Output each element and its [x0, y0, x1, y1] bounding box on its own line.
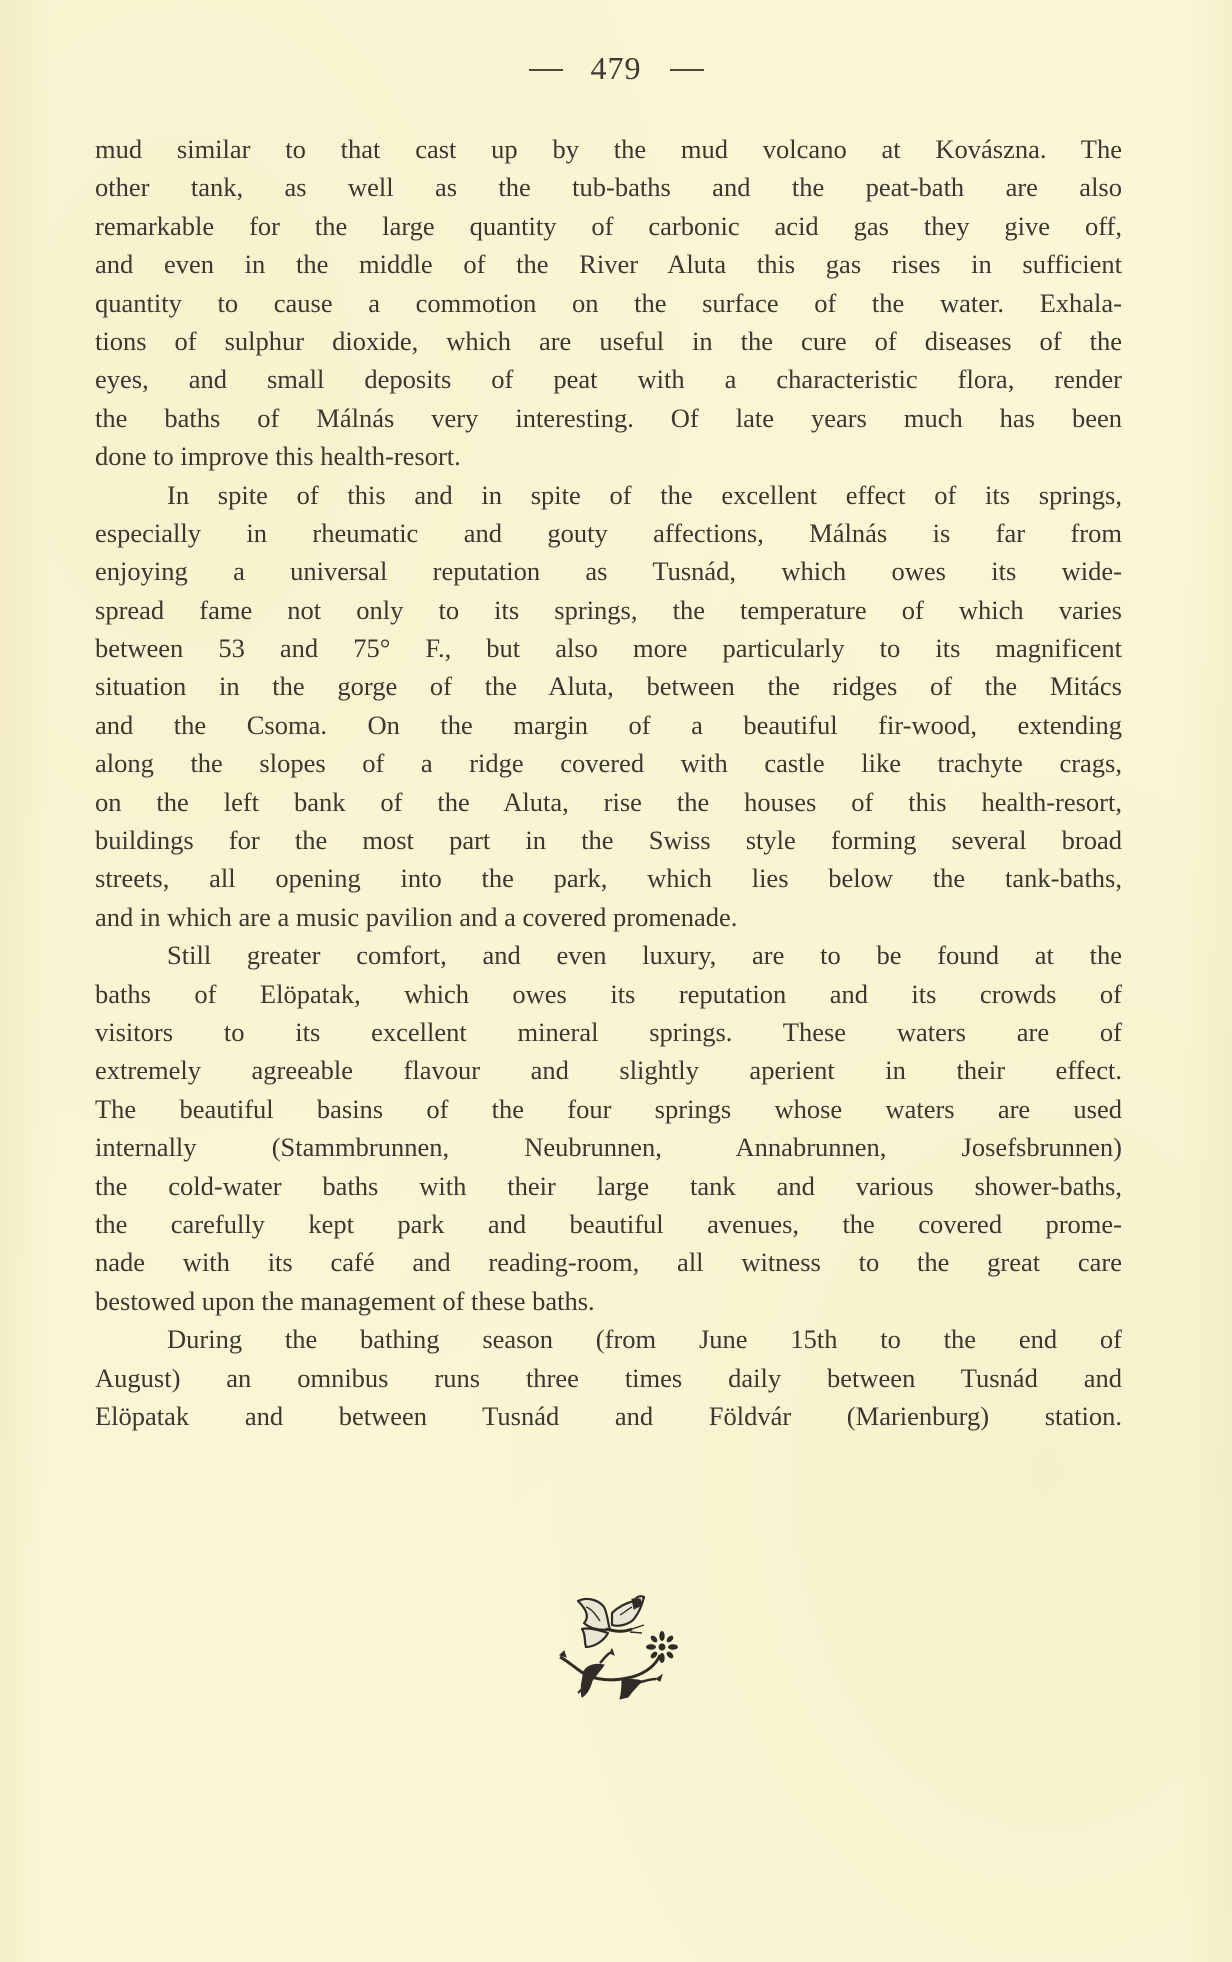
butterfly-and-flower-tailpiece-icon [556, 1585, 686, 1700]
text-line: the cold-water baths with their large tank and various shower-baths, [95, 1170, 1122, 1201]
text-line: bestowed upon the management of these baths. [95, 1285, 595, 1316]
text-line: baths of Elöpatak, which owes its reputation and its crowds of [95, 978, 1122, 1009]
text-line: internally (Stammbrunnen, Neubrunnen, Annabrunnen, Josefsbrunnen) [95, 1132, 1122, 1163]
text-line: nade with its café and reading-room, all witness to the great care [95, 1247, 1122, 1278]
text-line: spread fame not only to its springs, the temperature of which varies [95, 594, 1122, 625]
text-line: along the slopes of a ridge covered with castle like trachyte crags, [95, 748, 1122, 779]
left-dash [529, 69, 563, 71]
text-line: During the bathing season (from June 15th to the end of [167, 1324, 1122, 1355]
text-line: remarkable for the large quantity of carbonic acid gas they give off, [95, 210, 1122, 241]
text-line: August) an omnibus runs three times daily between Tusnád and [95, 1362, 1122, 1393]
text-line: The beautiful basins of the four springs whose waters are used [95, 1093, 1122, 1124]
body-text [95, 130, 1122, 1435]
text-line: extremely agreeable flavour and slightly aperient in their effect. [95, 1055, 1122, 1086]
text-line: other tank, as well as the tub-baths and the peat-bath are also [95, 172, 1122, 203]
text-line: Elöpatak and between Tusnád and Földvár (Marienburg) station. [95, 1400, 1122, 1431]
paragraph-3 [95, 936, 1122, 1320]
text-line: Still greater comfort, and even luxury, are to be found at the [167, 940, 1122, 971]
text-line: buildings for the most part in the Swiss style forming several broad [95, 825, 1122, 856]
text-line: between 53 and 75° F., but also more particularly to its magnificent [95, 633, 1122, 664]
page-number: 479 [590, 50, 642, 86]
text-line: streets, all opening into the park, which lies below the tank-baths, [95, 863, 1122, 894]
text-line: quantity to cause a commotion on the surface of the water. Exhala- [95, 287, 1122, 318]
text-line: the baths of Málnás very interesting. Of late years much has been [95, 402, 1122, 433]
text-line: tions of sulphur dioxide, which are useful in the cure of diseases of the [95, 325, 1122, 356]
text-line: visitors to its excellent mineral springs. These waters are of [95, 1016, 1122, 1047]
text-line: and even in the middle of the River Aluta this gas rises in sufficient [95, 249, 1122, 280]
text-line: and the Csoma. On the margin of a beautiful fir-wood, extending [95, 709, 1122, 740]
paragraph-1 [95, 130, 1122, 476]
text-line: mud similar to that cast up by the mud volcano at Kovászna. The [95, 134, 1122, 164]
paragraph-4 [95, 1320, 1122, 1435]
right-dash [670, 69, 704, 71]
text-line: In spite of this and in spite of the excellent effect of its springs, [167, 479, 1122, 510]
text-line: enjoying a universal reputation as Tusnád, which owes its wide- [95, 556, 1122, 587]
text-line: and in which are a music pavilion and a covered promenade. [95, 901, 738, 932]
paragraph-2 [95, 476, 1122, 937]
text-line: eyes, and small deposits of peat with a characteristic flora, render [95, 364, 1122, 395]
text-line: done to improve this health-resort. [95, 441, 461, 472]
text-line: especially in rheumatic and gouty affections, Málnás is far from [95, 517, 1122, 548]
text-line: the carefully kept park and beautiful avenues, the covered prome- [95, 1208, 1122, 1239]
text-line: situation in the gorge of the Aluta, between the ridges of the Mitács [95, 671, 1122, 702]
page-number-header [0, 48, 1232, 88]
text-line: on the left bank of the Aluta, rise the houses of this health-resort, [95, 786, 1122, 817]
